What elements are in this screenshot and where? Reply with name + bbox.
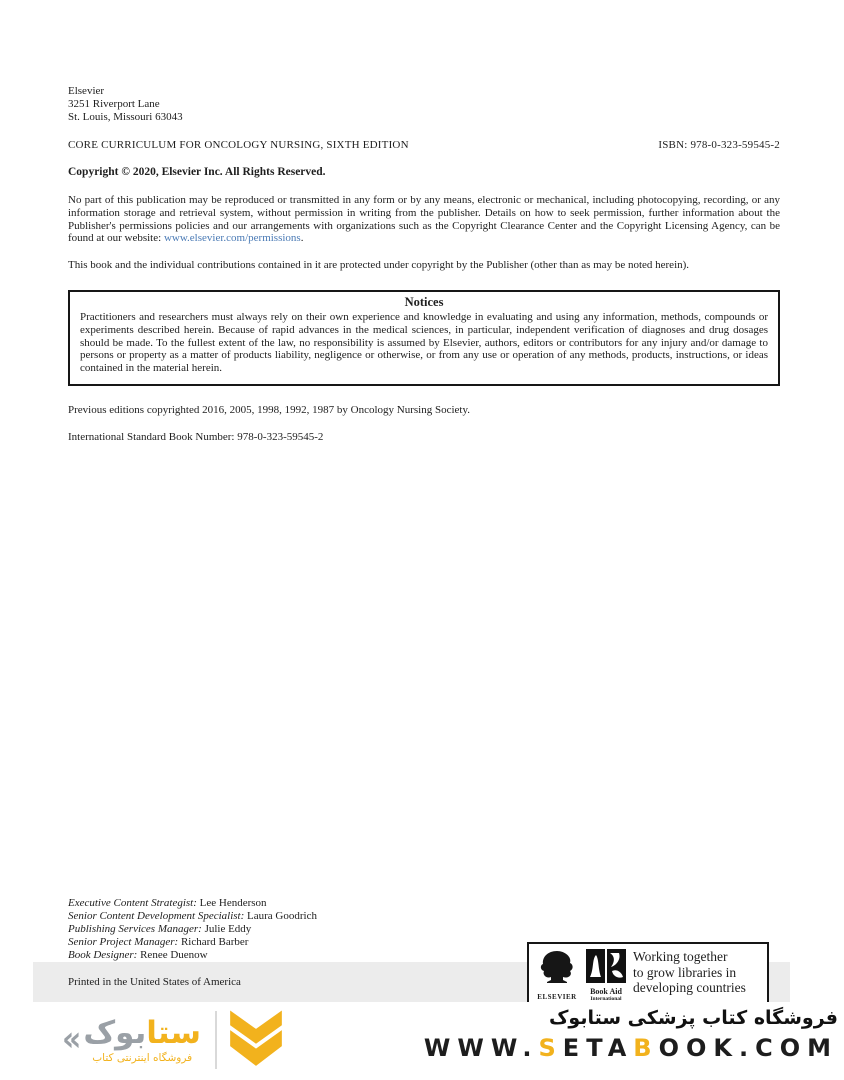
protection-line: This book and the individual contributions contained in it are protected under copyright by the Publisher (other than as may be noted herein). (68, 259, 690, 271)
book-title: CORE CURRICULUM FOR ONCOLOGY NURSING, SIXTH EDITION (68, 139, 409, 151)
title-row (68, 139, 780, 151)
publisher-street: 3251 Riverport Lane (68, 98, 160, 111)
notices-box (68, 290, 780, 386)
elsevier-logo (535, 949, 579, 1001)
credit-role: Executive Content Strategist: (68, 897, 197, 909)
publisher-city: St. Louis, Missouri 63043 (68, 111, 183, 124)
credit-role: Senior Project Manager: (68, 935, 179, 948)
rights-text-after: . (300, 232, 304, 245)
previous-editions-line: Previous editions copyrighted 2016, 2005, 1998, 1992, 1987 by Oncology Nursing Society. (68, 404, 470, 416)
store-name-farsi: فروشگاه کتاب پزشکی ستابوک (548, 1007, 838, 1029)
guillemet-icon: « (62, 1019, 82, 1060)
credit-row (68, 923, 317, 936)
credit-row (68, 910, 317, 923)
staff-credits (68, 897, 317, 962)
bookaid-label-2: International (590, 996, 622, 1002)
credit-name: Laura Goodrich (244, 909, 317, 922)
printed-line: Printed in the United States of America (68, 976, 241, 988)
footer-divider (215, 1011, 217, 1069)
copyright-line: Copyright © 2020, Elsevier Inc. All Rights Reserved. (68, 166, 326, 178)
credit-name: Renee Duenow (137, 948, 208, 961)
setabook-logo (62, 1008, 287, 1072)
rights-paragraph (68, 194, 780, 245)
bookaid-icon (586, 949, 626, 983)
publisher-name: Elsevier (68, 85, 105, 97)
credit-name: Julie Eddy (201, 922, 252, 935)
publisher-address (68, 85, 183, 125)
notices-title: Notices (404, 295, 444, 309)
permissions-link[interactable]: www.elsevier.com/permissions (163, 232, 301, 245)
credit-role: Senior Content Development Specialist: (68, 909, 245, 922)
setabook-wordmark: ستابوک (83, 1015, 201, 1051)
footer-store-info (424, 1006, 838, 1062)
isbn-number-line: International Standard Book Number: 978-0-323-59545-2 (68, 431, 324, 443)
credit-row (68, 897, 317, 910)
notices-body: Practitioners and researchers must always rely on their own experience and knowledge in evaluating and using any information, methods, compounds or experiments described herein. Because of rapid advances in the medical sciences, in particular, independent verification of diagnoses and drug dosages should be made. To the fullest extent of the law, no responsibility is assumed by Elsevier, authors, editors or contributors for any injury and/or damage to persons or property as a matter of products liability, negligence or otherwise, or from any use or operation of any methods, products, instructions, or ideas contained in the material herein. (80, 311, 768, 375)
website-url[interactable]: WWW.SETABOOK.COM (423, 1034, 838, 1062)
rights-text-before: No part of this publication may be reproduced or transmitted in any form or by any means, electronic or mechanical, including photocopying, recording, or any information storage and retrieval system, without permission in writing from the publisher. Details on how to seek permission, further information about the Publisher's permissions policies and our arrangements with organizations such as the Copyright Clearance Center and the Copyright Licensing Agency, can be found at our website: (68, 194, 780, 245)
chevron-badge-icon (225, 1008, 287, 1072)
credit-role: Book Designer: (68, 948, 138, 961)
setabook-wordmark-stack (83, 1016, 201, 1064)
credit-name: Lee Henderson (196, 897, 267, 909)
credit-role: Publishing Services Manager: (68, 922, 202, 935)
bookaid-logo (584, 949, 628, 1002)
isbn-label: ISBN: 978-0-323-59545-2 (658, 139, 780, 151)
credit-name: Richard Barber (178, 935, 249, 948)
setabook-footer (0, 1002, 844, 1080)
elsevier-logo-label: ELSEVIER (537, 993, 577, 1001)
setabook-tagline: فروشگاه اینترنتی کتاب (92, 1052, 193, 1064)
credit-row (68, 949, 317, 962)
bookaid-label-1: Book Aid (590, 987, 622, 996)
library-box-text: Working together to grow libraries in developing countries (633, 949, 746, 995)
credit-row (68, 936, 317, 949)
elsevier-tree-icon (537, 949, 577, 989)
